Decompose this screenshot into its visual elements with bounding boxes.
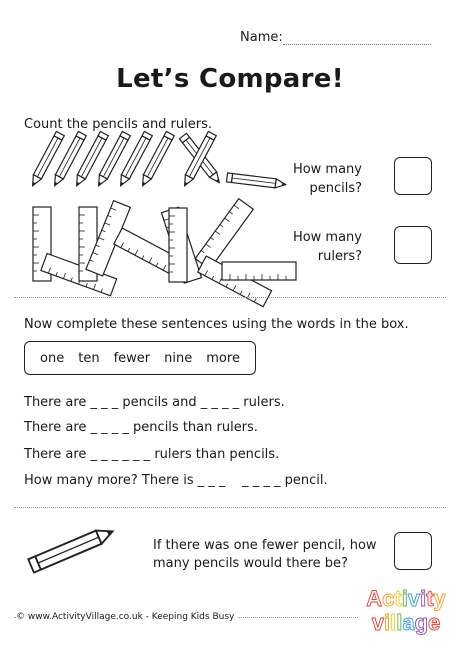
sentence-2: There are _ _ _ _ pencils than rulers. — [24, 420, 258, 435]
question-pencils-line1: How many — [292, 162, 362, 177]
logo-text-line1: Activity — [366, 586, 446, 611]
sentence-3: There are _ _ _ _ _ _ rulers than pencils. — [24, 447, 280, 462]
name-label: Name: — [240, 30, 283, 45]
ruler-icon — [169, 208, 187, 282]
word-bank-item: ten — [78, 350, 100, 366]
word-bank-item: more — [206, 350, 240, 366]
word-bank-item: one — [40, 350, 65, 366]
pencil-icon — [226, 173, 286, 189]
question-rulers-line2: rulers? — [317, 249, 362, 264]
activity-village-logo — [360, 578, 452, 640]
fewer-question-line1: If there was one fewer pencil, how — [153, 538, 377, 553]
logo-text-line2: village — [371, 610, 441, 635]
word-bank-item: nine — [164, 350, 193, 366]
footer-credit: © www.ActivityVillage.co.uk - Keeping Kids Busy — [16, 612, 238, 622]
fewer-question-line2: many pencils would there be? — [153, 556, 348, 571]
section-divider — [14, 507, 446, 508]
word-bank — [24, 341, 256, 375]
page-title: Let’s Compare! — [116, 64, 344, 94]
ruler-icon — [195, 199, 253, 269]
count-instruction: Count the pencils and rulers. — [24, 117, 213, 132]
question-pencils-line2: pencils? — [309, 181, 362, 196]
question-rulers-line1: How many — [292, 230, 362, 245]
sentences-instruction: Now complete these sentences using the words in the box. — [24, 317, 409, 332]
section-divider — [14, 297, 446, 298]
fewer-answer-box[interactable] — [394, 532, 432, 570]
rulers-answer-box[interactable] — [394, 226, 432, 264]
sentence-4: How many more? There is _ _ _ _ _ _ _ pencil. — [24, 473, 328, 488]
pencil-icon — [28, 525, 115, 573]
sentence-1: There are _ _ _ pencils and _ _ _ _ rulers. — [24, 395, 285, 410]
pencils-answer-box[interactable] — [394, 157, 432, 195]
ruler-icon — [222, 262, 296, 280]
word-bank-item: fewer — [113, 350, 151, 366]
